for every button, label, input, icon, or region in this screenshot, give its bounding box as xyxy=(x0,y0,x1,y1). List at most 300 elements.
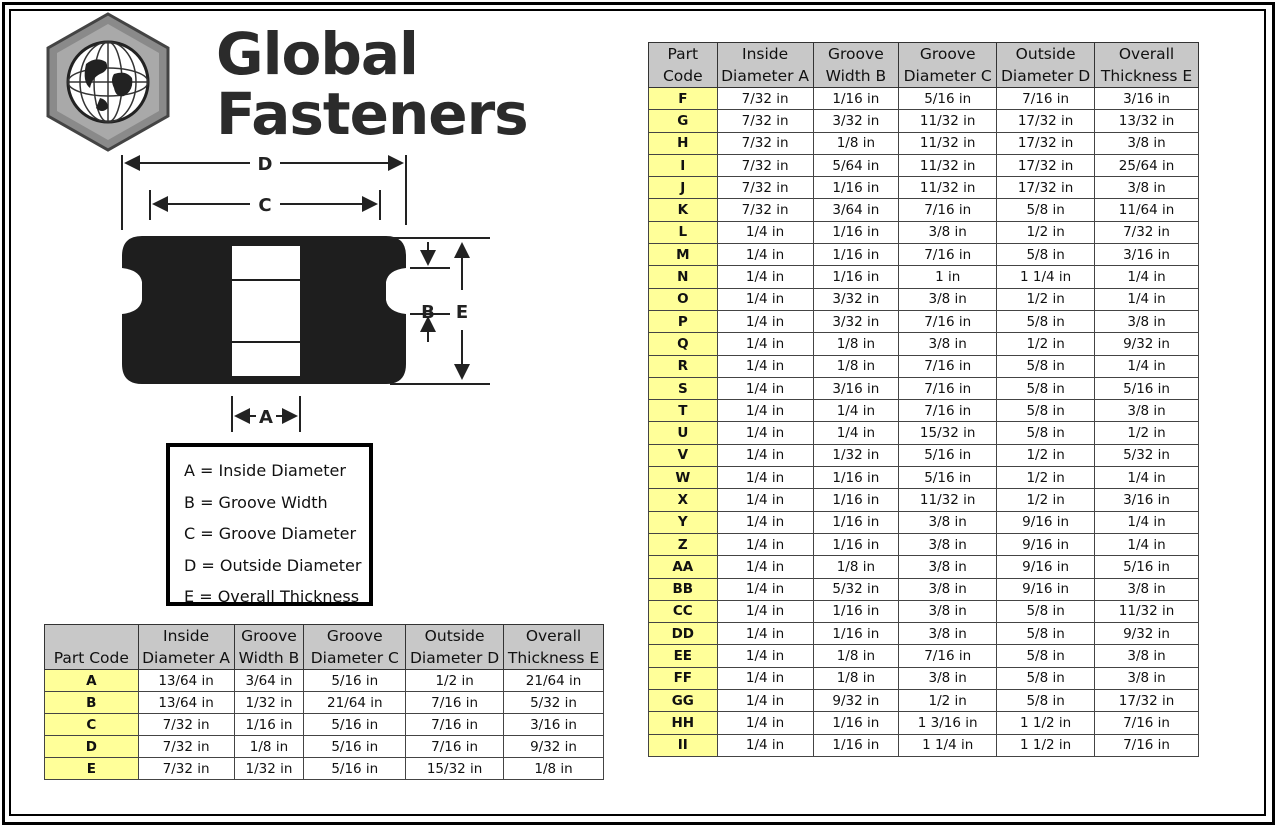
table-row xyxy=(649,556,1199,578)
table-row xyxy=(649,288,1199,310)
table-row xyxy=(45,670,604,692)
table-row xyxy=(649,600,1199,622)
part-code-cell: V xyxy=(649,444,718,466)
dimension-cell: 3/16 in xyxy=(504,714,604,736)
legend-item: A = Inside Diameter xyxy=(184,461,346,480)
dimension-cell: 5/8 in xyxy=(997,400,1095,422)
part-code-cell: A xyxy=(45,670,139,692)
dimension-cell: 3/64 in xyxy=(813,199,899,221)
table-row xyxy=(649,244,1199,266)
dimension-cell: 1/2 in xyxy=(997,444,1095,466)
header-text: Outside xyxy=(1015,45,1076,63)
dimension-cell: 1/4 in xyxy=(717,667,813,689)
dimension-cell: 11/32 in xyxy=(899,110,997,132)
dimension-cell: 7/32 in xyxy=(138,736,234,758)
dimension-cell: 3/8 in xyxy=(1095,667,1199,689)
table-row xyxy=(649,177,1199,199)
dimension-cell: 5/8 in xyxy=(997,623,1095,645)
dimension-cell: 1/4 in xyxy=(717,578,813,600)
dimension-cell: 7/16 in xyxy=(899,645,997,667)
dimension-cell: 1/2 in xyxy=(899,690,997,712)
dimension-cell: 21/64 in xyxy=(304,692,406,714)
part-code-cell: H xyxy=(649,132,718,154)
dimension-cell: 1/4 in xyxy=(717,355,813,377)
part-code-cell: Z xyxy=(649,533,718,555)
dimension-cell: 7/32 in xyxy=(717,199,813,221)
dimension-cell: 7/16 in xyxy=(899,400,997,422)
dimension-cell: 17/32 in xyxy=(997,110,1095,132)
dimension-cell: 5/16 in xyxy=(899,88,997,110)
header-text: Groove xyxy=(326,627,383,645)
dimension-cell: 17/32 in xyxy=(997,177,1095,199)
dimension-cell: 1/2 in xyxy=(997,333,1095,355)
dimension-cell: 5/16 in xyxy=(899,444,997,466)
dimension-cell: 3/32 in xyxy=(813,310,899,332)
dimension-cell: 1/16 in xyxy=(813,511,899,533)
table-row xyxy=(649,88,1199,110)
part-code-cell: GG xyxy=(649,690,718,712)
dimension-cell: 7/32 in xyxy=(717,88,813,110)
dimension-cell: 1/4 in xyxy=(717,400,813,422)
header-text: Thickness E xyxy=(1100,67,1193,85)
dimension-cell: 7/32 in xyxy=(717,110,813,132)
table-row xyxy=(649,422,1199,444)
part-code-cell: G xyxy=(649,110,718,132)
parts-table-small xyxy=(44,624,604,780)
header-text: Code xyxy=(662,67,703,85)
dimension-cell: 3/16 in xyxy=(1095,88,1199,110)
part-code-cell: C xyxy=(45,714,139,736)
header-text: Diameter C xyxy=(310,649,399,667)
header-text: Diameter A xyxy=(142,649,231,667)
header-text: Thickness E xyxy=(507,649,600,667)
dimension-cell: 3/8 in xyxy=(1095,645,1199,667)
dimension-cell: 7/16 in xyxy=(1095,712,1199,734)
dimension-cell: 17/32 in xyxy=(1095,690,1199,712)
header-text: Part xyxy=(667,45,699,63)
part-code-cell: FF xyxy=(649,667,718,689)
table-row xyxy=(649,511,1199,533)
table-row xyxy=(649,489,1199,511)
part-code-cell: DD xyxy=(649,623,718,645)
dimension-cell: 1/8 in xyxy=(813,645,899,667)
dimension-cell: 11/32 in xyxy=(899,154,997,176)
table-row xyxy=(649,734,1199,756)
dimension-cell: 1/2 in xyxy=(997,489,1095,511)
dimension-cell: 1/16 in xyxy=(813,623,899,645)
dimension-cell: 5/16 in xyxy=(899,467,997,489)
dimension-cell: 1/4 in xyxy=(1095,467,1199,489)
dimension-cell: 7/32 in xyxy=(138,758,234,780)
table-row xyxy=(649,310,1199,332)
dimension-cell: 3/8 in xyxy=(899,556,997,578)
logo-line2: Fasteners xyxy=(216,80,528,148)
dimension-cell: 1/16 in xyxy=(234,714,304,736)
grommet-diagram xyxy=(110,150,500,440)
dimension-cell: 7/16 in xyxy=(406,714,504,736)
dimension-cell: 3/8 in xyxy=(899,600,997,622)
dimension-cell: 3/16 in xyxy=(1095,244,1199,266)
dimension-cell: 1/16 in xyxy=(813,221,899,243)
dimension-cell: 9/32 in xyxy=(504,736,604,758)
table-row xyxy=(45,714,604,736)
dimension-cell: 17/32 in xyxy=(997,154,1095,176)
table-header-row xyxy=(45,625,604,670)
dimension-cell: 7/16 in xyxy=(899,199,997,221)
dimension-cell: 1/4 in xyxy=(717,511,813,533)
dimension-cell: 3/8 in xyxy=(1095,578,1199,600)
part-code-cell: Y xyxy=(649,511,718,533)
part-code-cell: CC xyxy=(649,600,718,622)
part-code-cell: Q xyxy=(649,333,718,355)
dimension-cell: 7/16 in xyxy=(899,355,997,377)
part-code-cell: L xyxy=(649,221,718,243)
dimension-cell: 1/4 in xyxy=(717,690,813,712)
header-text: Inside xyxy=(163,627,210,645)
dimension-cell: 3/8 in xyxy=(899,533,997,555)
dimension-cell: 5/8 in xyxy=(997,600,1095,622)
dimension-cell: 5/32 in xyxy=(1095,444,1199,466)
dimension-cell: 1/4 in xyxy=(1095,511,1199,533)
dimension-cell: 13/64 in xyxy=(138,692,234,714)
dimension-cell: 5/8 in xyxy=(997,244,1095,266)
dimension-cell: 1/4 in xyxy=(717,533,813,555)
dimension-cell: 11/32 in xyxy=(1095,600,1199,622)
dimension-cell: 5/16 in xyxy=(1095,556,1199,578)
table-row xyxy=(649,712,1199,734)
dimension-cell: 7/32 in xyxy=(717,132,813,154)
dimension-cell: 3/8 in xyxy=(899,511,997,533)
dimension-cell: 3/8 in xyxy=(1095,132,1199,154)
dimension-cell: 11/64 in xyxy=(1095,199,1199,221)
dimension-cell: 25/64 in xyxy=(1095,154,1199,176)
dimension-cell: 5/64 in xyxy=(813,154,899,176)
header-text: Inside xyxy=(742,45,789,63)
logo-line1: Global xyxy=(216,20,418,88)
part-code-cell: K xyxy=(649,199,718,221)
dimension-cell: 5/32 in xyxy=(813,578,899,600)
part-code-cell: S xyxy=(649,377,718,399)
legend-item: C = Groove Diameter xyxy=(184,524,357,543)
dimension-cell: 7/16 in xyxy=(406,736,504,758)
dimension-cell: 7/16 in xyxy=(997,88,1095,110)
dimension-cell: 1/4 in xyxy=(717,266,813,288)
dimension-cell: 1/2 in xyxy=(406,670,504,692)
dimension-cell: 1/32 in xyxy=(234,758,304,780)
dimension-cell: 3/32 in xyxy=(813,110,899,132)
table-row xyxy=(649,444,1199,466)
header-text: Diameter D xyxy=(1000,67,1091,85)
header-text: Outside xyxy=(424,627,485,645)
dimension-cell: 5/8 in xyxy=(997,667,1095,689)
dimension-cell: 9/16 in xyxy=(997,511,1095,533)
header-text: Diameter A xyxy=(721,67,810,85)
dimension-cell: 7/16 in xyxy=(899,377,997,399)
table-row xyxy=(649,355,1199,377)
dimension-cell: 9/16 in xyxy=(997,578,1095,600)
dimension-cell: 9/32 in xyxy=(1095,623,1199,645)
dimension-cell: 1/8 in xyxy=(813,667,899,689)
header-part-code xyxy=(649,43,718,88)
header-inside-diameter xyxy=(138,625,234,670)
part-code-cell: P xyxy=(649,310,718,332)
legend-item: E = Overall Thickness xyxy=(184,587,360,606)
dimension-cell: 7/16 in xyxy=(899,244,997,266)
table-row xyxy=(649,154,1199,176)
header-outside-diameter xyxy=(997,43,1095,88)
dimension-cell: 7/16 in xyxy=(1095,734,1199,756)
part-code-cell: U xyxy=(649,422,718,444)
header-overall-thickness xyxy=(504,625,604,670)
dimension-cell: 13/64 in xyxy=(138,670,234,692)
part-code-cell: HH xyxy=(649,712,718,734)
dimension-cell: 1/2 in xyxy=(997,467,1095,489)
dimension-cell: 1/16 in xyxy=(813,600,899,622)
dimension-cell: 1/4 in xyxy=(717,467,813,489)
dimension-cell: 1/16 in xyxy=(813,88,899,110)
dimension-cell: 1/4 in xyxy=(717,444,813,466)
dimension-cell: 3/8 in xyxy=(899,623,997,645)
table-row xyxy=(649,333,1199,355)
header-text: Overall xyxy=(525,627,582,645)
table-row xyxy=(45,758,604,780)
dimension-cell: 17/32 in xyxy=(997,132,1095,154)
dimension-cell: 13/32 in xyxy=(1095,110,1199,132)
table-row xyxy=(649,199,1199,221)
globe-hexagon-icon xyxy=(38,12,178,152)
legend-item: D = Outside Diameter xyxy=(184,555,362,575)
part-code-cell: N xyxy=(649,266,718,288)
dimension-cell: 1/8 in xyxy=(813,556,899,578)
part-code-cell: X xyxy=(649,489,718,511)
dimension-cell: 3/8 in xyxy=(1095,177,1199,199)
dimension-cell: 1/2 in xyxy=(997,221,1095,243)
header-text: Groove xyxy=(828,45,884,63)
part-code-cell: D xyxy=(45,736,139,758)
table-row xyxy=(649,132,1199,154)
dimension-cell: 5/8 in xyxy=(997,310,1095,332)
dimension-cell: 1/4 in xyxy=(717,377,813,399)
header-text: Width B xyxy=(825,67,887,85)
dimension-cell: 1/8 in xyxy=(234,736,304,758)
dimension-cell: 5/8 in xyxy=(997,690,1095,712)
header-text: Diameter C xyxy=(903,67,992,85)
dimension-cell: 1/8 in xyxy=(813,355,899,377)
dimension-cell: 1/4 in xyxy=(717,623,813,645)
dimension-cell: 5/8 in xyxy=(997,355,1095,377)
table-row xyxy=(45,692,604,714)
part-code-cell: T xyxy=(649,400,718,422)
dimension-cell: 5/8 in xyxy=(997,377,1095,399)
global-fasteners-logo xyxy=(38,12,528,152)
table-row xyxy=(649,690,1199,712)
dimension-cell: 7/32 in xyxy=(717,177,813,199)
dimension-cell: 1/4 in xyxy=(717,556,813,578)
legend-item: B = Groove Width xyxy=(184,492,328,512)
dimension-cell: 1/2 in xyxy=(1095,422,1199,444)
dimension-cell: 7/32 in xyxy=(138,714,234,736)
dimension-cell: 1/4 in xyxy=(1095,266,1199,288)
dimension-cell: 1 in xyxy=(899,266,997,288)
dimension-cell: 1 3/16 in xyxy=(899,712,997,734)
header-text: Groove xyxy=(919,45,976,63)
header-groove-diameter xyxy=(899,43,997,88)
dimension-cell: 3/8 in xyxy=(899,578,997,600)
part-code-cell: I xyxy=(649,154,718,176)
dimension-cell: 1/4 in xyxy=(717,645,813,667)
dimension-cell: 11/32 in xyxy=(899,489,997,511)
header-outside-diameter xyxy=(406,625,504,670)
dimension-cell: 1/4 in xyxy=(717,333,813,355)
header-part-code xyxy=(45,625,139,670)
dimension-cell: 15/32 in xyxy=(899,422,997,444)
dimension-cell: 3/8 in xyxy=(1095,310,1199,332)
dimension-cell: 5/8 in xyxy=(997,199,1095,221)
header-groove-width xyxy=(813,43,899,88)
header-groove-diameter xyxy=(304,625,406,670)
dimension-cell: 5/16 in xyxy=(304,670,406,692)
part-code-cell: AA xyxy=(649,556,718,578)
table-row xyxy=(649,667,1199,689)
dimension-cell: 5/32 in xyxy=(504,692,604,714)
dimension-cell: 11/32 in xyxy=(899,132,997,154)
dimension-cell: 1/8 in xyxy=(813,132,899,154)
dimension-cell: 1/4 in xyxy=(717,310,813,332)
dimension-cell: 9/16 in xyxy=(997,556,1095,578)
dimension-label-d: D xyxy=(257,154,273,175)
dimension-cell: 7/32 in xyxy=(717,154,813,176)
dimension-cell: 1/4 in xyxy=(717,600,813,622)
header-groove-width xyxy=(234,625,304,670)
dimension-cell: 7/32 in xyxy=(1095,221,1199,243)
dimension-cell: 1 1/2 in xyxy=(997,734,1095,756)
table-row xyxy=(649,377,1199,399)
dimension-cell: 1/4 in xyxy=(813,400,899,422)
header-text: Overall xyxy=(1118,45,1175,63)
table-row xyxy=(45,736,604,758)
dimension-cell: 3/8 in xyxy=(899,667,997,689)
dimension-cell: 1/4 in xyxy=(1095,533,1199,555)
dimension-legend xyxy=(166,443,373,606)
dimension-label-a: A xyxy=(259,407,273,428)
part-code-cell: W xyxy=(649,467,718,489)
dimension-cell: 15/32 in xyxy=(406,758,504,780)
part-code-cell: BB xyxy=(649,578,718,600)
dimension-cell: 3/64 in xyxy=(234,670,304,692)
header-text: Width B xyxy=(238,649,300,667)
part-code-cell: B xyxy=(45,692,139,714)
dimension-cell: 1/16 in xyxy=(813,489,899,511)
dimension-cell: 1/16 in xyxy=(813,533,899,555)
part-code-cell: R xyxy=(649,355,718,377)
dimension-cell: 11/32 in xyxy=(899,177,997,199)
dimension-cell: 7/16 in xyxy=(406,692,504,714)
dimension-label-b: B xyxy=(421,302,435,323)
dimension-cell: 3/16 in xyxy=(813,377,899,399)
dimension-cell: 3/8 in xyxy=(899,221,997,243)
table-row xyxy=(649,221,1199,243)
part-code-cell: M xyxy=(649,244,718,266)
dimension-cell: 1/16 in xyxy=(813,712,899,734)
dimension-cell: 1/4 in xyxy=(717,489,813,511)
part-code-cell: F xyxy=(649,88,718,110)
dimension-cell: 1/4 in xyxy=(1095,355,1199,377)
dimension-cell: 1/4 in xyxy=(717,734,813,756)
header-overall-thickness xyxy=(1095,43,1199,88)
dimension-cell: 9/32 in xyxy=(813,690,899,712)
dimension-label-c: C xyxy=(258,195,272,216)
dimension-cell: 1/16 in xyxy=(813,467,899,489)
table-body xyxy=(649,88,1199,757)
table-row xyxy=(649,645,1199,667)
dimension-cell: 3/8 in xyxy=(1095,400,1199,422)
header-inside-diameter xyxy=(717,43,813,88)
dimension-cell: 5/16 in xyxy=(304,736,406,758)
part-code-cell: II xyxy=(649,734,718,756)
table-row xyxy=(649,623,1199,645)
table-row xyxy=(649,110,1199,132)
part-code-cell: J xyxy=(649,177,718,199)
dimension-cell: 7/16 in xyxy=(899,310,997,332)
table-row xyxy=(649,400,1199,422)
dimension-cell: 1/4 in xyxy=(717,422,813,444)
dimension-cell: 1/16 in xyxy=(813,177,899,199)
header-text: Groove xyxy=(241,627,297,645)
table-row xyxy=(649,467,1199,489)
dimension-cell: 1/4 in xyxy=(717,712,813,734)
dimension-cell: 9/16 in xyxy=(997,533,1095,555)
dimension-cell: 5/8 in xyxy=(997,645,1095,667)
dimension-cell: 1/32 in xyxy=(813,444,899,466)
table-row xyxy=(649,266,1199,288)
dimension-cell: 1 1/2 in xyxy=(997,712,1095,734)
dimension-cell: 5/8 in xyxy=(997,422,1095,444)
table-row xyxy=(649,578,1199,600)
table-row xyxy=(649,533,1199,555)
part-code-cell: EE xyxy=(649,645,718,667)
header-text: Diameter D xyxy=(409,649,500,667)
dimension-cell: 5/16 in xyxy=(304,758,406,780)
dimension-cell: 1 1/4 in xyxy=(997,266,1095,288)
dimension-label-e: E xyxy=(455,302,469,323)
dimension-cell: 21/64 in xyxy=(504,670,604,692)
dimension-cell: 1/4 in xyxy=(813,422,899,444)
dimension-cell: 1/8 in xyxy=(813,333,899,355)
dimension-cell: 1/4 in xyxy=(717,244,813,266)
dimension-cell: 3/8 in xyxy=(899,288,997,310)
parts-table-large xyxy=(648,42,1199,757)
dimension-cell: 5/16 in xyxy=(304,714,406,736)
dimension-cell: 1/16 in xyxy=(813,734,899,756)
table-header-row xyxy=(649,43,1199,88)
dimension-cell: 1/2 in xyxy=(997,288,1095,310)
dimension-cell: 1/4 in xyxy=(717,221,813,243)
dimension-cell: 3/8 in xyxy=(899,333,997,355)
dimension-cell: 9/32 in xyxy=(1095,333,1199,355)
dimension-cell: 1/4 in xyxy=(717,288,813,310)
dimension-cell: 1/4 in xyxy=(1095,288,1199,310)
dimension-cell: 1 1/4 in xyxy=(899,734,997,756)
dimension-cell: 1/16 in xyxy=(813,266,899,288)
dimension-cell: 1/32 in xyxy=(234,692,304,714)
part-code-cell: E xyxy=(45,758,139,780)
dimension-cell: 1/8 in xyxy=(504,758,604,780)
header-text: Part Code xyxy=(53,649,129,667)
dimension-cell: 3/16 in xyxy=(1095,489,1199,511)
dimension-cell: 1/16 in xyxy=(813,244,899,266)
table-body xyxy=(45,670,604,780)
dimension-cell: 5/16 in xyxy=(1095,377,1199,399)
